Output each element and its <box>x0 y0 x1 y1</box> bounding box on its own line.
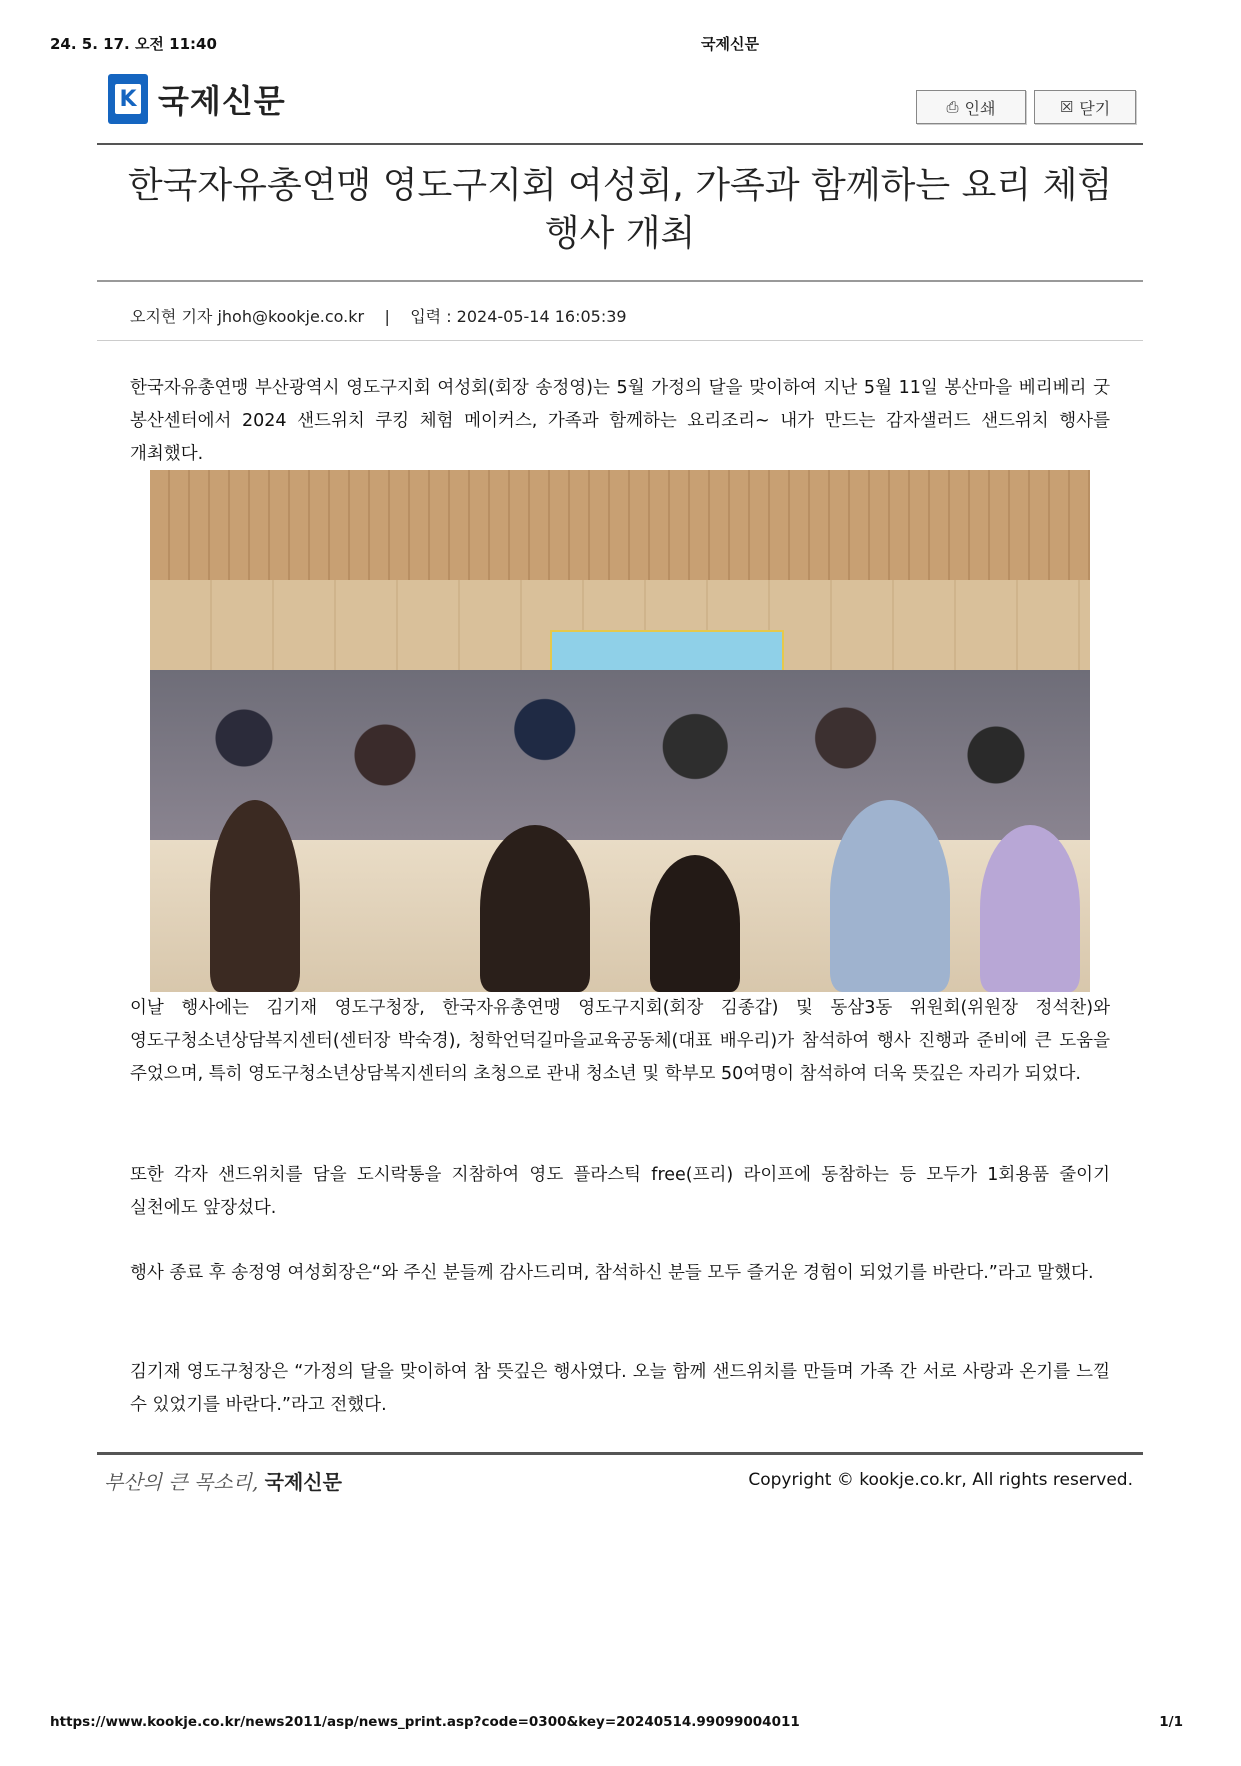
article-paragraph: 행사 종료 후 송정영 여성회장은“와 주신 분들께 감사드리며, 참석하신 분들 모두 즐거운 경험이 되었기를 바란다.”라고 말했다. <box>130 1263 1094 1283</box>
kookje-logo[interactable] <box>108 74 286 124</box>
article-paragraph: 이날 행사에는 김기재 영도구청장, 한국자유총연맹 영도구지회(회장 김종갑) 및 동삼3동 위원회(위원장 정석찬)와 영도구청소년상담복지센터(센터장 박숙경), 청학언덕길마을교육공동체(대표 배우리)가 참석하여 행사 진행과 준비에 큰 도움을 주었으며, 특히 영도구청소년상담복지센터의 초청으로 관내 청소년 및 학부모 50여명이 참석하여 더욱 뜻깊은 자리가 되었다. <box>130 998 1110 1084</box>
slogan-text: 부산의 큰 목소리, <box>104 1470 259 1494</box>
print-button[interactable] <box>916 90 1026 124</box>
article-paragraph: 김기재 영도구청장은 “가정의 달을 맞이하여 참 뜻깊은 행사였다. 오늘 함께 샌드위치를 만들며 가족 간 서로 사랑과 온기를 느낄 수 있었기를 바란다.”라고 전했다. <box>130 1362 1110 1415</box>
footer-divider <box>97 1452 1143 1455</box>
print-footer-page: 1/1 <box>1159 1714 1183 1730</box>
logo-text: 국제신문 <box>158 82 286 120</box>
byline-divider <box>97 340 1143 341</box>
logo-k-icon: K <box>108 74 148 124</box>
headline-line-2: 행사 개최 <box>544 213 696 254</box>
photo-child <box>480 825 590 992</box>
photo-child <box>210 800 300 992</box>
photo-crowd <box>150 670 1090 840</box>
header-divider <box>97 143 1143 145</box>
photo-child <box>830 800 950 992</box>
footer-slogan <box>104 1466 342 1495</box>
article-headline <box>97 162 1143 258</box>
copyright-notice: Copyright © kookje.co.kr, All rights reserved. <box>748 1470 1133 1490</box>
close-button-label: 닫기 <box>1079 98 1111 118</box>
photo-child <box>980 825 1080 992</box>
print-page-title: 국제신문 <box>701 35 759 53</box>
article-paragraph: 또한 각자 샌드위치를 담을 도시락통을 지참하여 영도 플라스틱 free(프리) 라이프에 동참하는 등 모두가 1회용품 줄이기 실천에도 앞장섰다. <box>130 1165 1110 1218</box>
photo-child <box>650 855 740 992</box>
article-photo <box>150 470 1090 992</box>
article-byline: 오지현 기자 jhoh@kookje.co.kr | 입력 : 2024-05-14 16:05:39 <box>130 307 627 326</box>
close-box-icon: ☒ <box>1059 98 1074 116</box>
photo-ceiling <box>150 470 1090 580</box>
slogan-brand: 국제신문 <box>264 1470 342 1494</box>
print-datetime: 24. 5. 17. 오전 11:40 <box>50 35 217 53</box>
print-button-label: 인쇄 <box>964 98 996 118</box>
printer-icon: ⎙ <box>946 98 959 116</box>
headline-divider <box>97 280 1143 282</box>
print-footer-url: https://www.kookje.co.kr/news2011/asp/news_print.asp?code=0300&key=20240514.99099004011 <box>50 1714 800 1730</box>
headline-line-1: 한국자유총연맹 영도구지회 여성회, 가족과 함께하는 요리 체험 <box>127 165 1113 206</box>
article-paragraph: 한국자유총연맹 부산광역시 영도구지회 여성회(회장 송정영)는 5월 가정의 달을 맞이하여 지난 5월 11일 봉산마을 베리베리 굿 봉산센터에서 2024 샌드위치 쿠킹 체험 메이커스, 가족과 함께하는 요리조리~ 내가 만드는 감자샐러드 샌드위치 행사를 개최했다. <box>130 378 1110 464</box>
photo-banner <box>550 630 784 674</box>
close-button[interactable] <box>1034 90 1136 124</box>
